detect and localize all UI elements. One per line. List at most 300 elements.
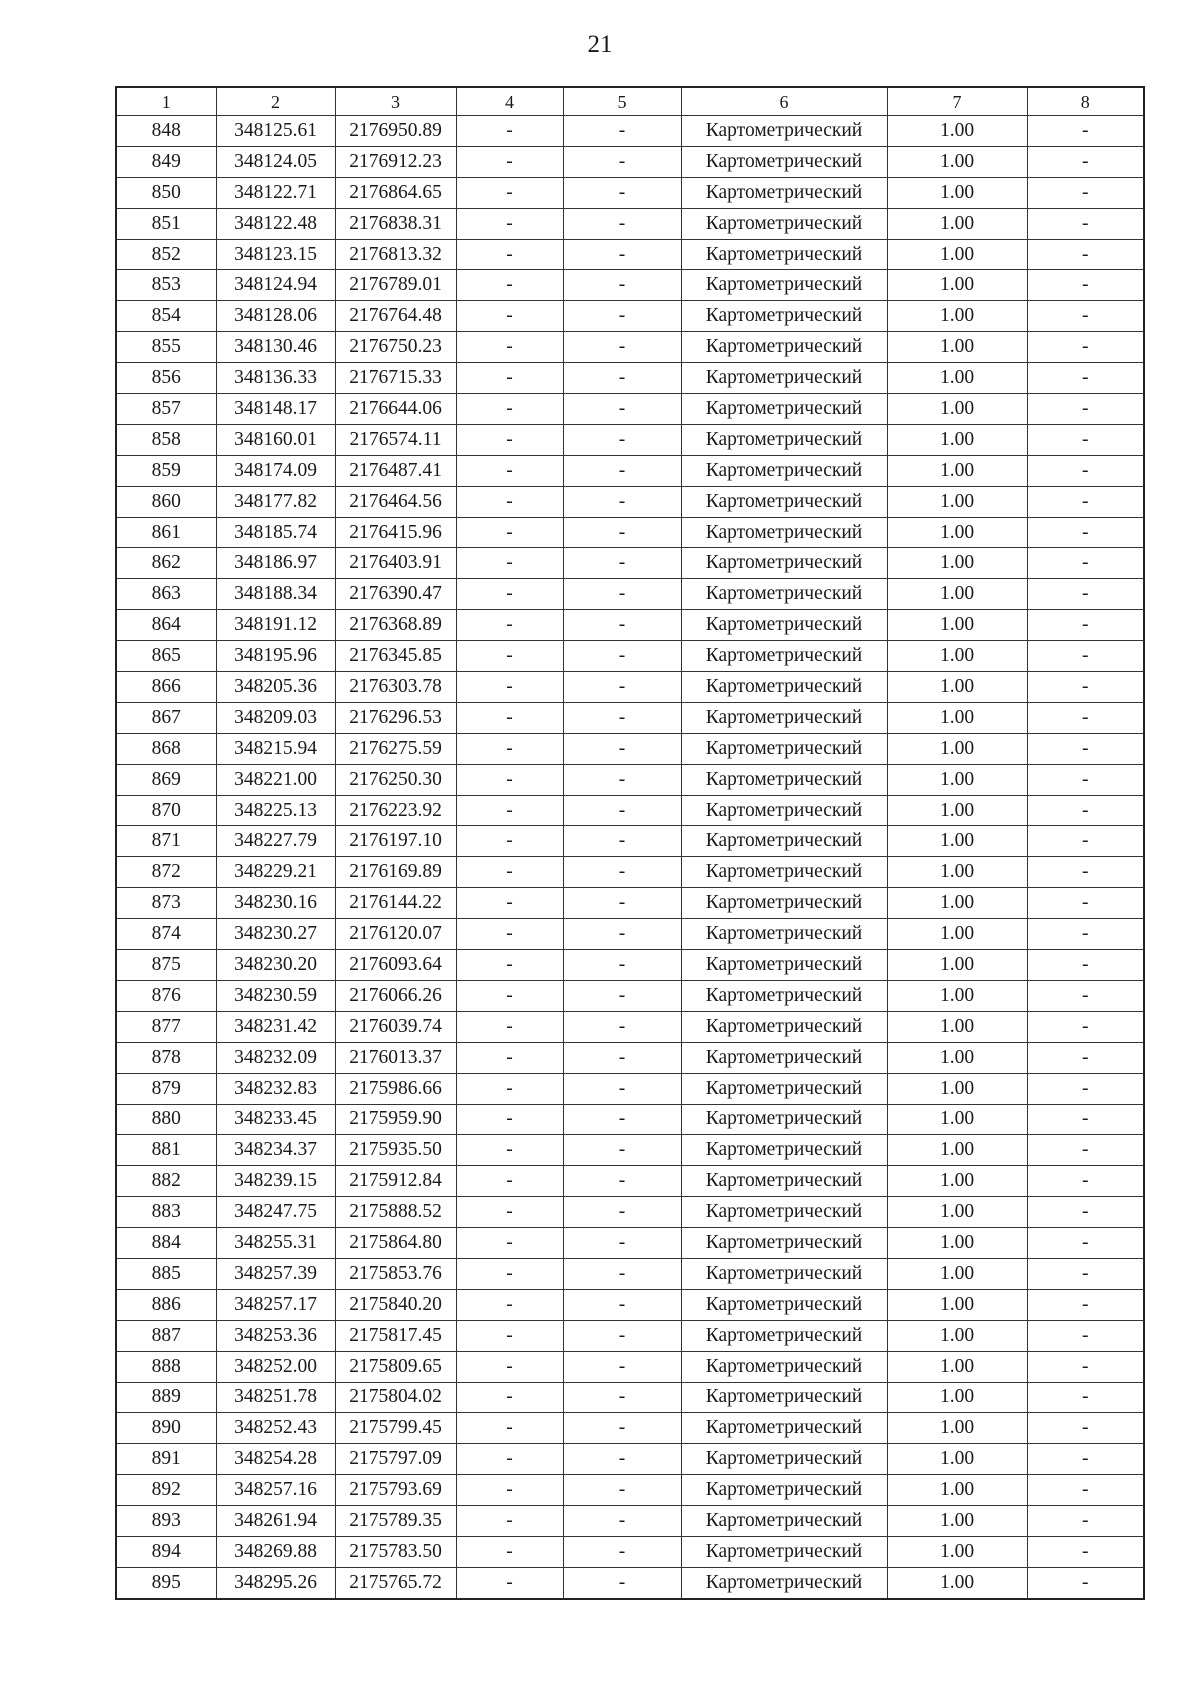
cell-description: -: [1027, 1258, 1144, 1289]
cell-method: Картометрический: [681, 1444, 887, 1475]
cell-method: Картометрический: [681, 1536, 887, 1567]
cell-y-existing: -: [563, 980, 681, 1011]
cell-x-coordinate: 348195.96: [216, 641, 335, 672]
cell-point-number: 848: [116, 116, 216, 147]
cell-precision: 1.00: [887, 1320, 1027, 1351]
cell-precision: 1.00: [887, 641, 1027, 672]
column-header-5: 5: [563, 87, 681, 116]
cell-point-number: 863: [116, 579, 216, 610]
table-row: [116, 1197, 1144, 1228]
cell-y-existing: -: [563, 424, 681, 455]
cell-point-number: 868: [116, 733, 216, 764]
cell-y-existing: -: [563, 455, 681, 486]
cell-method: Картометрический: [681, 394, 887, 425]
cell-precision: 1.00: [887, 702, 1027, 733]
cell-y-existing: -: [563, 1042, 681, 1073]
cell-y-coordinate: 2176169.89: [335, 857, 456, 888]
cell-description: -: [1027, 177, 1144, 208]
cell-precision: 1.00: [887, 610, 1027, 641]
cell-y-coordinate: 2176487.41: [335, 455, 456, 486]
cell-description: -: [1027, 301, 1144, 332]
cell-y-existing: -: [563, 1135, 681, 1166]
table-row: [116, 301, 1144, 332]
cell-x-coordinate: 348229.21: [216, 857, 335, 888]
cell-y-existing: -: [563, 1197, 681, 1228]
cell-x-coordinate: 348122.48: [216, 208, 335, 239]
table-row: [116, 1536, 1144, 1567]
cell-y-coordinate: 2175840.20: [335, 1289, 456, 1320]
cell-precision: 1.00: [887, 888, 1027, 919]
cell-method: Картометрический: [681, 177, 887, 208]
cell-y-existing: -: [563, 517, 681, 548]
cell-method: Картометрический: [681, 146, 887, 177]
table-row: [116, 177, 1144, 208]
cell-y-existing: -: [563, 1351, 681, 1382]
cell-precision: 1.00: [887, 1011, 1027, 1042]
cell-y-existing: -: [563, 1444, 681, 1475]
cell-x-existing: -: [456, 980, 563, 1011]
cell-x-existing: -: [456, 146, 563, 177]
table-row: [116, 363, 1144, 394]
cell-precision: 1.00: [887, 1506, 1027, 1537]
cell-y-coordinate: 2176250.30: [335, 764, 456, 795]
cell-y-existing: -: [563, 486, 681, 517]
cell-precision: 1.00: [887, 270, 1027, 301]
cell-point-number: 881: [116, 1135, 216, 1166]
cell-method: Картометрический: [681, 1320, 887, 1351]
cell-point-number: 871: [116, 826, 216, 857]
cell-precision: 1.00: [887, 1567, 1027, 1598]
cell-method: Картометрический: [681, 1382, 887, 1413]
cell-y-existing: -: [563, 950, 681, 981]
cell-y-existing: -: [563, 1289, 681, 1320]
cell-point-number: 857: [116, 394, 216, 425]
cell-point-number: 859: [116, 455, 216, 486]
cell-method: Картометрический: [681, 702, 887, 733]
cell-x-coordinate: 348123.15: [216, 239, 335, 270]
cell-x-coordinate: 348234.37: [216, 1135, 335, 1166]
cell-point-number: 886: [116, 1289, 216, 1320]
cell-x-coordinate: 348251.78: [216, 1382, 335, 1413]
cell-method: Картометрический: [681, 1567, 887, 1598]
cell-x-existing: -: [456, 1228, 563, 1259]
cell-point-number: 858: [116, 424, 216, 455]
cell-y-coordinate: 2176013.37: [335, 1042, 456, 1073]
cell-x-coordinate: 348148.17: [216, 394, 335, 425]
cell-point-number: 880: [116, 1104, 216, 1135]
cell-method: Картометрический: [681, 579, 887, 610]
cell-x-coordinate: 348130.46: [216, 332, 335, 363]
cell-y-existing: -: [563, 888, 681, 919]
table-row: [116, 1042, 1144, 1073]
column-header-1: 1: [116, 87, 216, 116]
cell-precision: 1.00: [887, 424, 1027, 455]
cell-precision: 1.00: [887, 579, 1027, 610]
cell-description: -: [1027, 363, 1144, 394]
cell-x-existing: -: [456, 332, 563, 363]
cell-point-number: 856: [116, 363, 216, 394]
cell-x-coordinate: 348122.71: [216, 177, 335, 208]
cell-y-existing: -: [563, 579, 681, 610]
cell-y-coordinate: 2175797.09: [335, 1444, 456, 1475]
cell-y-coordinate: 2175817.45: [335, 1320, 456, 1351]
cell-x-existing: -: [456, 1104, 563, 1135]
cell-precision: 1.00: [887, 919, 1027, 950]
coordinates-table: [115, 86, 1145, 1600]
cell-y-coordinate: 2176197.10: [335, 826, 456, 857]
cell-x-coordinate: 348230.16: [216, 888, 335, 919]
cell-y-coordinate: 2176750.23: [335, 332, 456, 363]
cell-method: Картометрический: [681, 672, 887, 703]
cell-precision: 1.00: [887, 1413, 1027, 1444]
cell-method: Картометрический: [681, 486, 887, 517]
column-header-4: 4: [456, 87, 563, 116]
table-row: [116, 1567, 1144, 1598]
cell-precision: 1.00: [887, 764, 1027, 795]
cell-point-number: 885: [116, 1258, 216, 1289]
cell-y-coordinate: 2176912.23: [335, 146, 456, 177]
cell-y-existing: -: [563, 1567, 681, 1598]
cell-precision: 1.00: [887, 1166, 1027, 1197]
cell-description: -: [1027, 455, 1144, 486]
cell-y-coordinate: 2176864.65: [335, 177, 456, 208]
cell-precision: 1.00: [887, 857, 1027, 888]
cell-precision: 1.00: [887, 1228, 1027, 1259]
cell-y-coordinate: 2176950.89: [335, 116, 456, 147]
cell-x-existing: -: [456, 672, 563, 703]
cell-precision: 1.00: [887, 1135, 1027, 1166]
cell-x-existing: -: [456, 919, 563, 950]
cell-description: -: [1027, 1351, 1144, 1382]
cell-x-coordinate: 348136.33: [216, 363, 335, 394]
table-row: [116, 702, 1144, 733]
cell-precision: 1.00: [887, 332, 1027, 363]
cell-y-existing: -: [563, 1506, 681, 1537]
cell-x-existing: -: [456, 177, 563, 208]
cell-method: Картометрический: [681, 1475, 887, 1506]
cell-precision: 1.00: [887, 1444, 1027, 1475]
table-row: [116, 1289, 1144, 1320]
cell-method: Картометрический: [681, 208, 887, 239]
cell-x-existing: -: [456, 270, 563, 301]
cell-precision: 1.00: [887, 486, 1027, 517]
cell-x-existing: -: [456, 1320, 563, 1351]
cell-x-existing: -: [456, 1289, 563, 1320]
cell-point-number: 865: [116, 641, 216, 672]
cell-x-coordinate: 348257.16: [216, 1475, 335, 1506]
column-header-8: 8: [1027, 87, 1144, 116]
cell-y-coordinate: 2176093.64: [335, 950, 456, 981]
cell-y-existing: -: [563, 826, 681, 857]
cell-description: -: [1027, 641, 1144, 672]
cell-x-coordinate: 348233.45: [216, 1104, 335, 1135]
cell-point-number: 866: [116, 672, 216, 703]
cell-x-coordinate: 348221.00: [216, 764, 335, 795]
cell-x-coordinate: 348254.28: [216, 1444, 335, 1475]
cell-x-coordinate: 348232.83: [216, 1073, 335, 1104]
cell-precision: 1.00: [887, 455, 1027, 486]
cell-description: -: [1027, 702, 1144, 733]
cell-method: Картометрический: [681, 1073, 887, 1104]
cell-precision: 1.00: [887, 1351, 1027, 1382]
table-row: [116, 548, 1144, 579]
cell-method: Картометрический: [681, 517, 887, 548]
cell-x-coordinate: 348227.79: [216, 826, 335, 857]
cell-y-coordinate: 2176275.59: [335, 733, 456, 764]
cell-y-existing: -: [563, 1475, 681, 1506]
cell-precision: 1.00: [887, 1104, 1027, 1135]
cell-y-coordinate: 2175789.35: [335, 1506, 456, 1537]
table-row: [116, 486, 1144, 517]
table-row: [116, 1011, 1144, 1042]
cell-precision: 1.00: [887, 116, 1027, 147]
cell-description: -: [1027, 1289, 1144, 1320]
cell-method: Картометрический: [681, 301, 887, 332]
table-row: [116, 950, 1144, 981]
cell-x-coordinate: 348257.39: [216, 1258, 335, 1289]
cell-precision: 1.00: [887, 146, 1027, 177]
cell-description: -: [1027, 672, 1144, 703]
cell-description: -: [1027, 1320, 1144, 1351]
cell-method: Картометрический: [681, 1135, 887, 1166]
cell-precision: 1.00: [887, 301, 1027, 332]
cell-y-existing: -: [563, 332, 681, 363]
cell-point-number: 884: [116, 1228, 216, 1259]
cell-x-existing: -: [456, 702, 563, 733]
cell-method: Картометрический: [681, 1258, 887, 1289]
cell-x-coordinate: 348124.94: [216, 270, 335, 301]
cell-method: Картометрический: [681, 795, 887, 826]
cell-description: -: [1027, 116, 1144, 147]
cell-y-existing: -: [563, 1382, 681, 1413]
table-row: [116, 455, 1144, 486]
cell-x-existing: -: [456, 1042, 563, 1073]
cell-y-coordinate: 2175783.50: [335, 1536, 456, 1567]
cell-description: -: [1027, 764, 1144, 795]
cell-x-coordinate: 348177.82: [216, 486, 335, 517]
cell-method: Картометрический: [681, 239, 887, 270]
cell-x-existing: -: [456, 1413, 563, 1444]
table-row: [116, 1475, 1144, 1506]
cell-point-number: 891: [116, 1444, 216, 1475]
cell-x-coordinate: 348125.61: [216, 116, 335, 147]
cell-y-coordinate: 2176345.85: [335, 641, 456, 672]
cell-y-coordinate: 2175864.80: [335, 1228, 456, 1259]
cell-point-number: 883: [116, 1197, 216, 1228]
cell-method: Картометрический: [681, 455, 887, 486]
cell-y-coordinate: 2175799.45: [335, 1413, 456, 1444]
cell-y-coordinate: 2175986.66: [335, 1073, 456, 1104]
cell-description: -: [1027, 1135, 1144, 1166]
table-row: [116, 424, 1144, 455]
cell-precision: 1.00: [887, 177, 1027, 208]
cell-precision: 1.00: [887, 1042, 1027, 1073]
cell-x-coordinate: 348252.43: [216, 1413, 335, 1444]
cell-method: Картометрический: [681, 980, 887, 1011]
cell-y-existing: -: [563, 702, 681, 733]
cell-point-number: 855: [116, 332, 216, 363]
cell-x-existing: -: [456, 1351, 563, 1382]
cell-y-coordinate: 2176789.01: [335, 270, 456, 301]
cell-method: Картометрический: [681, 950, 887, 981]
cell-x-coordinate: 348255.31: [216, 1228, 335, 1259]
cell-x-existing: -: [456, 548, 563, 579]
cell-method: Картометрический: [681, 733, 887, 764]
table-row: [116, 1166, 1144, 1197]
table-row: [116, 1073, 1144, 1104]
cell-x-existing: -: [456, 1506, 563, 1537]
cell-x-coordinate: 348174.09: [216, 455, 335, 486]
cell-x-existing: -: [456, 517, 563, 548]
cell-description: -: [1027, 1567, 1144, 1598]
cell-y-coordinate: 2176303.78: [335, 672, 456, 703]
cell-x-existing: -: [456, 826, 563, 857]
cell-method: Картометрический: [681, 1506, 887, 1537]
cell-method: Картометрический: [681, 116, 887, 147]
cell-method: Картометрический: [681, 1166, 887, 1197]
cell-x-existing: -: [456, 208, 563, 239]
cell-description: -: [1027, 1104, 1144, 1135]
cell-x-coordinate: 348225.13: [216, 795, 335, 826]
cell-precision: 1.00: [887, 950, 1027, 981]
cell-point-number: 873: [116, 888, 216, 919]
cell-method: Картометрический: [681, 1104, 887, 1135]
cell-y-coordinate: 2176644.06: [335, 394, 456, 425]
cell-y-existing: -: [563, 363, 681, 394]
cell-precision: 1.00: [887, 795, 1027, 826]
table-row: [116, 270, 1144, 301]
table-row: [116, 146, 1144, 177]
cell-description: -: [1027, 579, 1144, 610]
table-row: [116, 1258, 1144, 1289]
table-row: [116, 641, 1144, 672]
cell-x-existing: -: [456, 424, 563, 455]
cell-point-number: 862: [116, 548, 216, 579]
cell-x-coordinate: 348252.00: [216, 1351, 335, 1382]
cell-x-coordinate: 348231.42: [216, 1011, 335, 1042]
cell-precision: 1.00: [887, 1475, 1027, 1506]
cell-y-existing: -: [563, 177, 681, 208]
cell-precision: 1.00: [887, 672, 1027, 703]
cell-description: -: [1027, 1197, 1144, 1228]
cell-description: -: [1027, 146, 1144, 177]
column-header-6: 6: [681, 87, 887, 116]
cell-x-existing: -: [456, 1567, 563, 1598]
table-row: [116, 239, 1144, 270]
cell-description: -: [1027, 486, 1144, 517]
cell-method: Картометрический: [681, 1011, 887, 1042]
cell-method: Картометрический: [681, 1413, 887, 1444]
table-row: [116, 394, 1144, 425]
cell-description: -: [1027, 208, 1144, 239]
cell-point-number: 887: [116, 1320, 216, 1351]
cell-y-existing: -: [563, 1104, 681, 1135]
cell-x-coordinate: 348186.97: [216, 548, 335, 579]
cell-method: Картометрический: [681, 610, 887, 641]
cell-description: -: [1027, 1073, 1144, 1104]
cell-x-coordinate: 348232.09: [216, 1042, 335, 1073]
cell-y-coordinate: 2176066.26: [335, 980, 456, 1011]
table-row: [116, 208, 1144, 239]
cell-precision: 1.00: [887, 208, 1027, 239]
table-row: [116, 1351, 1144, 1382]
cell-y-existing: -: [563, 795, 681, 826]
table-row: [116, 1444, 1144, 1475]
cell-description: -: [1027, 548, 1144, 579]
cell-x-coordinate: 348239.15: [216, 1166, 335, 1197]
table-body: [116, 116, 1144, 1599]
cell-precision: 1.00: [887, 1197, 1027, 1228]
cell-method: Картометрический: [681, 888, 887, 919]
cell-y-coordinate: 2176838.31: [335, 208, 456, 239]
cell-point-number: 864: [116, 610, 216, 641]
cell-point-number: 888: [116, 1351, 216, 1382]
cell-description: -: [1027, 980, 1144, 1011]
table-row: [116, 795, 1144, 826]
cell-precision: 1.00: [887, 363, 1027, 394]
cell-description: -: [1027, 270, 1144, 301]
table-row: [116, 116, 1144, 147]
cell-point-number: 882: [116, 1166, 216, 1197]
cell-y-existing: -: [563, 208, 681, 239]
cell-point-number: 852: [116, 239, 216, 270]
cell-x-existing: -: [456, 641, 563, 672]
cell-point-number: 892: [116, 1475, 216, 1506]
column-header-3: 3: [335, 87, 456, 116]
cell-point-number: 853: [116, 270, 216, 301]
cell-y-existing: -: [563, 116, 681, 147]
cell-x-existing: -: [456, 1382, 563, 1413]
cell-x-existing: -: [456, 795, 563, 826]
cell-point-number: 850: [116, 177, 216, 208]
cell-point-number: 861: [116, 517, 216, 548]
cell-precision: 1.00: [887, 1289, 1027, 1320]
cell-y-existing: -: [563, 146, 681, 177]
cell-description: -: [1027, 1536, 1144, 1567]
cell-y-existing: -: [563, 641, 681, 672]
cell-precision: 1.00: [887, 1073, 1027, 1104]
cell-point-number: 878: [116, 1042, 216, 1073]
cell-y-existing: -: [563, 919, 681, 950]
cell-y-coordinate: 2175912.84: [335, 1166, 456, 1197]
cell-method: Картометрический: [681, 270, 887, 301]
table-row: [116, 579, 1144, 610]
cell-description: -: [1027, 332, 1144, 363]
cell-y-existing: -: [563, 270, 681, 301]
cell-x-coordinate: 348261.94: [216, 1506, 335, 1537]
cell-y-coordinate: 2176813.32: [335, 239, 456, 270]
header-row: [116, 87, 1144, 116]
cell-x-coordinate: 348160.01: [216, 424, 335, 455]
cell-x-existing: -: [456, 1197, 563, 1228]
table-row: [116, 517, 1144, 548]
cell-y-coordinate: 2176120.07: [335, 919, 456, 950]
cell-x-coordinate: 348124.05: [216, 146, 335, 177]
cell-point-number: 869: [116, 764, 216, 795]
cell-precision: 1.00: [887, 394, 1027, 425]
cell-point-number: 879: [116, 1073, 216, 1104]
cell-x-existing: -: [456, 394, 563, 425]
cell-method: Картометрический: [681, 1042, 887, 1073]
cell-point-number: 890: [116, 1413, 216, 1444]
cell-x-existing: -: [456, 239, 563, 270]
cell-description: -: [1027, 610, 1144, 641]
cell-y-existing: -: [563, 1413, 681, 1444]
cell-point-number: 851: [116, 208, 216, 239]
cell-point-number: 874: [116, 919, 216, 950]
cell-y-coordinate: 2176390.47: [335, 579, 456, 610]
cell-y-coordinate: 2176574.11: [335, 424, 456, 455]
